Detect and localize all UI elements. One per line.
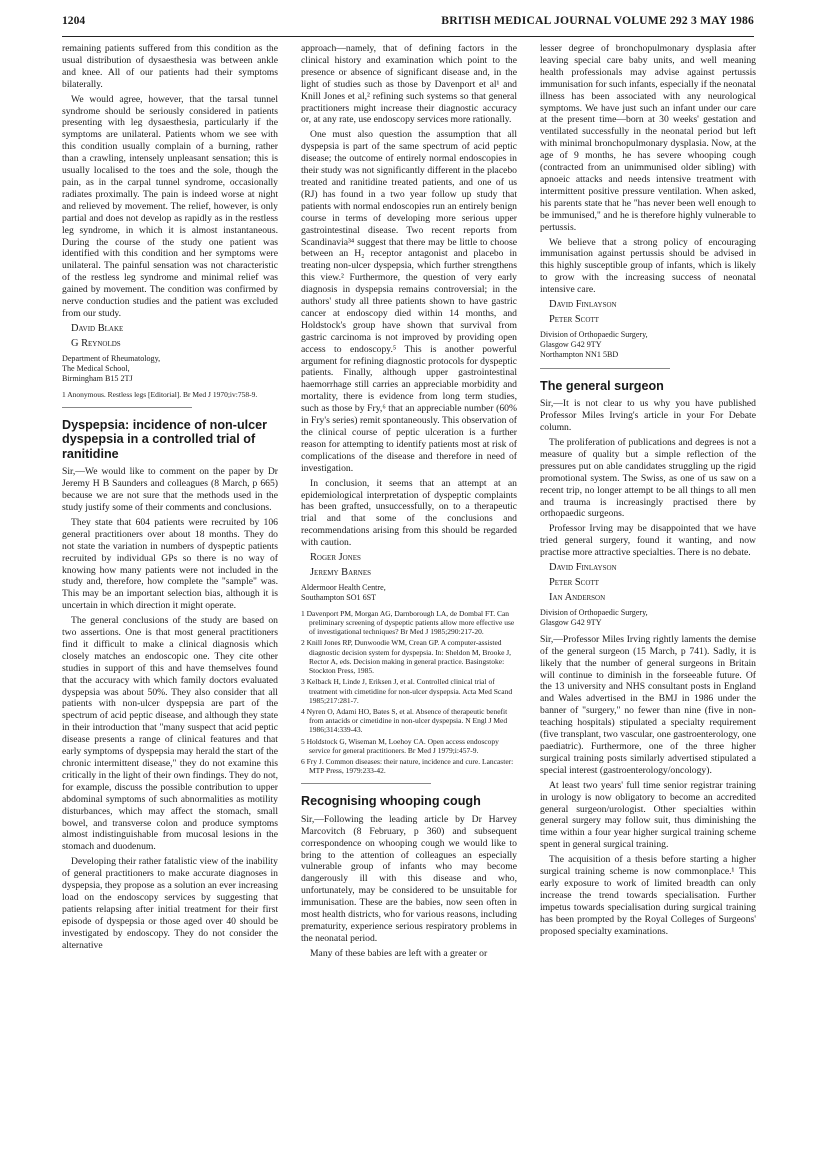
- author-name: Peter Scott: [549, 314, 599, 326]
- paragraph: The acquisition of a thesis before starting a higher surgical training scheme is now commonplace.¹ This early exposure to work of limited breadth can only increase the trend towards specialisation. Further impetus towards specialisation during surgical training has been prompted by the Royal Colleges of Surgeons' proposed specialty examinations.: [540, 854, 756, 937]
- reference-list: [62, 390, 278, 399]
- address-line: Department of Rheumatology,: [62, 353, 161, 363]
- paragraph: They state that 604 patients were recruited by 106 general practitioners over about 18 months. They do not state the variation in numbers of dyspeptic patients recruited by individual GPs so there is no way of knowing how many patients were not included in the study and, therefore, how complete the "sample" was. This may be an important selection bias, although it is uncertain in which direction it might operate.: [62, 516, 278, 612]
- paragraph: At least two years' full time senior registrar training in urology is now obligatory to become an accredited general surgeon/urologist. Other specialties within general surgery may follow suit, thus diminishing the time within a four year higher surgical training scheme spent in general surgical training.: [540, 779, 756, 851]
- author-address: [540, 608, 756, 628]
- signature-block: [301, 552, 517, 579]
- address-line: Division of Orthopaedic Surgery,: [540, 608, 648, 618]
- author-name: David Finlayson: [549, 562, 617, 574]
- author-name: Roger Jones: [310, 552, 361, 564]
- paragraph: lesser degree of bronchopulmonary dysplasia after leaving special care baby units, and well meaning health professionals may advise against pertussis immunisation for such infants, especially if the neonatal illness has been associated with any neurological symptoms. We have just such an infant under our care at the present time—born at 30 weeks' gestation and ventilated successfully in the neonatal period but left with minimal bronchopulmonary dysplasia. Now, at the age of 9 months, he has severe whooping cough (contracted from an unimmunised older sibling) with apnoeic attacks and needs intensive treatment with intermittent positive pressure ventilation. When asked, his parents state that he "has never been well enough to be immunised," and he is therefore highly vulnerable to pertussis.: [540, 43, 756, 233]
- column-3: [540, 43, 756, 941]
- address-line: Division of Orthopaedic Surgery,: [540, 330, 648, 340]
- paragraph: Many of these babies are left with a greater or: [310, 947, 488, 959]
- author-address: [540, 330, 756, 360]
- reference-item: 1 Davenport PM, Morgan AG, Darnborough LA, de Dombal FT. Can preliminary screening of dyspeptic patients allow more effective use of investigational techniques? Br Med J 1985;290:217-20.: [301, 608, 515, 637]
- paragraph: Sir,—We would like to comment on the paper by Dr Jeremy H B Saunders and colleagues (8 March, p 665) because we are not sure that the methods used in the study justify some of their comments and conclusions.: [62, 466, 278, 513]
- letter-heading: Recognising whooping cough: [301, 794, 481, 809]
- reference-item: 2 Knill Jones RP, Dunwoodie WM, Crean GP. A computer-assisted diagnostic decision system for dyspepsia. In: Sheldon M, Brooke J, Rector A, eds. Decision making in general practice. Basingstoke: Stockton Press, 1985.: [301, 638, 512, 676]
- page-header: [62, 14, 754, 34]
- address-line: Northampton NN1 5BD: [540, 349, 619, 359]
- author-address: [301, 583, 517, 603]
- paragraph: We believe that a strong policy of encouraging immunisation against pertussis should be advised in this highly susceptible group of infants, which is likely to grow with the increasing success of neonatal intensive care.: [540, 236, 756, 296]
- column-2: [301, 43, 517, 963]
- reference-item: 4 Nyren O, Adami HO, Bates S, et al. Absence of therapeutic benefit from antacids or cimetidine in non-ulcer dyspepsia. N Engl J Med 1986;314:339-43.: [301, 706, 508, 735]
- signature-block: [540, 562, 756, 604]
- address-line: Birmingham B15 2TJ: [62, 373, 133, 383]
- author-name: Ian Anderson: [549, 592, 606, 604]
- address-line: Glasgow G42 9TY: [540, 339, 602, 349]
- paragraph: The proliferation of publications and degrees is not a measure of quality but a simple reflection of the pressures put on able candidates struggling up the rigid promotional system. The Swiss, as one of us saw on a recent trip, no longer attempt to be all things to all men and trauma is increasingly practised there by orthopaedic surgeons.: [540, 436, 756, 520]
- paragraph: Professor Irving may be disappointed that we have tried general surgery, found it wanting, and now practise more attractive specialties. There is no debate.: [540, 523, 756, 559]
- page-number: 1204: [62, 14, 86, 27]
- journal-title: BRITISH MEDICAL JOURNAL VOLUME 292 3 MAY 1986: [441, 14, 754, 27]
- reference-item: 1 Anonymous. Restless legs [Editorial]. Br Med J 1970;iv:758-9.: [62, 389, 258, 399]
- author-name: Jeremy Barnes: [310, 567, 372, 579]
- section-divider: [540, 368, 670, 369]
- paragraph: remaining patients suffered from this condition as the usual distribution of dysaesthesia was between ankle and knee. All of our patients had their symptoms bilaterally.: [62, 43, 278, 90]
- paragraph: approach—namely, that of defining factors in the clinical history and examination which point to the presence or absence of significant disease and, in the light of studies such as those by Davenport et al¹ and Knill Jones et al,² refining such systems so that general practitioners might increase their diagnostic accuracy or, at any rate, use endoscopy services more rationally.: [301, 43, 517, 126]
- letter-heading: Dyspepsia: incidence of non-ulcer dyspepsia in a controlled trial of ranitidine: [62, 417, 268, 461]
- author-name: David Blake: [71, 322, 124, 334]
- paragraph: In conclusion, it seems that an attempt at an epidemiological interpretation of dyspeptic complaints has been grafted, unsuccessfully, on to a therapeutic trial and that some of the conclusions and recommendations arising from this should be regarded with caution.: [301, 477, 517, 549]
- paragraph: Sir,—Professor Miles Irving rightly laments the demise of the general surgeon (15 March, p 741). Sadly, it is likely that the number of general surgeons in Britain will continue to diminish in the forseeable future. Of the 13 university and NHS consultant posts in England and Wales advertised in the BMJ in 1986 under the banner of "surgery," no fewer than nine (five in non-teaching hospitals) stipulated a specialty requirement (five transplant, two vascular, one gastroenterology, one paediatric). Furthermore, one of the three higher surgical training posts similarly advertised stipulated a special interest (gastroenterology/oncology).: [540, 633, 756, 776]
- reference-item: 5 Holdstock G, Wiseman M, Loehoy CA. Open access endoscopy service for general practitioners. Br Med J 1979;i:457-9.: [301, 736, 499, 755]
- author-name: G Reynolds: [71, 337, 121, 349]
- author-name: David Finlayson: [549, 299, 617, 311]
- letter-heading: The general surgeon: [540, 378, 664, 393]
- signature-block: [540, 299, 756, 326]
- reference-item: 6 Fry J. Common diseases: their nature, incidence and cure. Lancaster: MTP Press, 1979:233-42.: [301, 756, 514, 776]
- signature-block: [62, 323, 278, 350]
- paragraph: Developing their rather fatalistic view of the inability of general practitioners to make accurate diagnoses in dyspepsia, they propose as a solution an ever increasing load on the endoscopy services by suggesting that patients relapsing after initial treatment for their first episode of dyspepsia or those aged over 40 should be investigated by endoscopy. They do not consider the alternative: [62, 856, 278, 951]
- paragraph: One must also question the assumption that all dyspepsia is part of the same spectrum of acid peptic disease; the outcome of entirely normal endoscopies in their study was not significantly different in the placebo treated and ranitidine treated patients, and one of us (RJ) has found in a two year follow up study that patients with normal endoscopies run an entirely benign course in terms of developing more serious upper gastrointestinal disease. Two recent reports from Scandinavia³⁴ suggest that there may be little to choose between an H₂ receptor antagonist and placebo in treating non-ulcer dyspepsia, which further strengthens this view.² Furthermore, the question of very early diagnosis in dyspepsia remains controversial; in the authors' study all three patients shown to have gastric cancer at endoscopy died within 14 months, and Holdstock's group have shown that survival from gastric carcinoma is not improved by providing open access to endoscopy.⁵ This is another powerful argument for refining diagnostic protocols for dyspeptic patients. Finally, although upper gastrointestinal haemorrhage still carries an appreciable morbidity and mortality, there is evidence from long term studies, such as those by Fry,⁶ that an appreciable number (60% in Fry's series) remit spontaneously. This observation of the clinical course of peptic ulceration is a further reason for attempting to identify patients most at risk of complications of the disease and therefore in need of investigation.: [301, 129, 517, 474]
- address-line: The Medical School,: [62, 363, 130, 373]
- address-line: Glasgow G42 9TY: [540, 617, 602, 627]
- paragraph: The general conclusions of the study are based on two assertions. One is that most general practitioners find it difficult to make a clinical diagnosis which closely matches an endoscopic one. They cite other studies in support of this and have themselves found that the accuracy with which family doctors evaluated dyspepsia was about 50%. They also consider that all patients with non-ulcer dyspepsia are part of the spectrum of acid peptic disease, and although they state in their introduction that "many suspect that acid peptic disease presents a range of clinical features and that early symptoms of dyspepsia may herald the start of the chronic intermittent disease," they do not examine this critically in the light of their own findings. They do not, for example, discuss the possible contribution to upper abdominal symptoms of such abnormalities as motility disturbances, which may affect the stomach, small bowel, and transverse colon and produce symptoms almost indistinguishable from mucosal lesions in the stomach and duodenum.: [62, 615, 278, 853]
- author-name: Peter Scott: [549, 577, 599, 589]
- address-line: Aldermoor Health Centre,: [301, 583, 386, 593]
- section-divider: [62, 407, 192, 408]
- paragraph: Sir,—It is not clear to us why you have published Professor Miles Irving's article in your For Debate column.: [540, 398, 756, 434]
- author-address: [62, 354, 278, 384]
- column-1: [62, 43, 278, 955]
- address-line: Southampton SO1 6ST: [301, 592, 377, 602]
- paragraph: Sir,—Following the leading article by Dr Harvey Marcovitch (8 February, p 360) and subsequent correspondence on whooping cough we would like to bring to the attention of colleagues an especially vulnerable group of infants who may become dangerously ill with this disease and who, unfortunately, may be considered to be unsuitable for immunisation. These are the babies, now seen often in most health districts, who for various reasons, including prematurity, experience serious respiratory problems in the neonatal period.: [301, 813, 517, 944]
- reference-item: 3 Kelback H, Linde J, Eriksen J, et al. Controlled clinical trial of treatment with cimetidine for non-ulcer dyspepsia. Acta Med Scand 1985;217:281-7.: [301, 677, 513, 705]
- section-divider: [301, 783, 431, 784]
- reference-list: [301, 609, 517, 775]
- paragraph: We would agree, however, that the tarsal tunnel syndrome should be seriously considered in patients presenting with leg dysaesthesia, particularly if the symptoms are unilateral. Patients whom we see with this condition usually complain of a burning, rather than a crawling, intensely unpleasant sensation; this is usually localised to the toes and the sole, though the pain, as in the carpal tunnel syndrome, occasionally radiates proximally. The pain is indeed worse at night and relieved by movement. The relief, however, is only partial and does not develop as rapidly as in the restless leg syndrome, in which it is almost instantaneous. During the course of the study one patient was identified with this condition and her symptoms were unilateral. The painful sensation was not characteristic of the restless leg syndrome and minimal relief was gained by movement. The condition was confirmed by nerve conduction studies and the patient was excluded from our study.: [62, 93, 278, 319]
- header-rule: [62, 36, 754, 37]
